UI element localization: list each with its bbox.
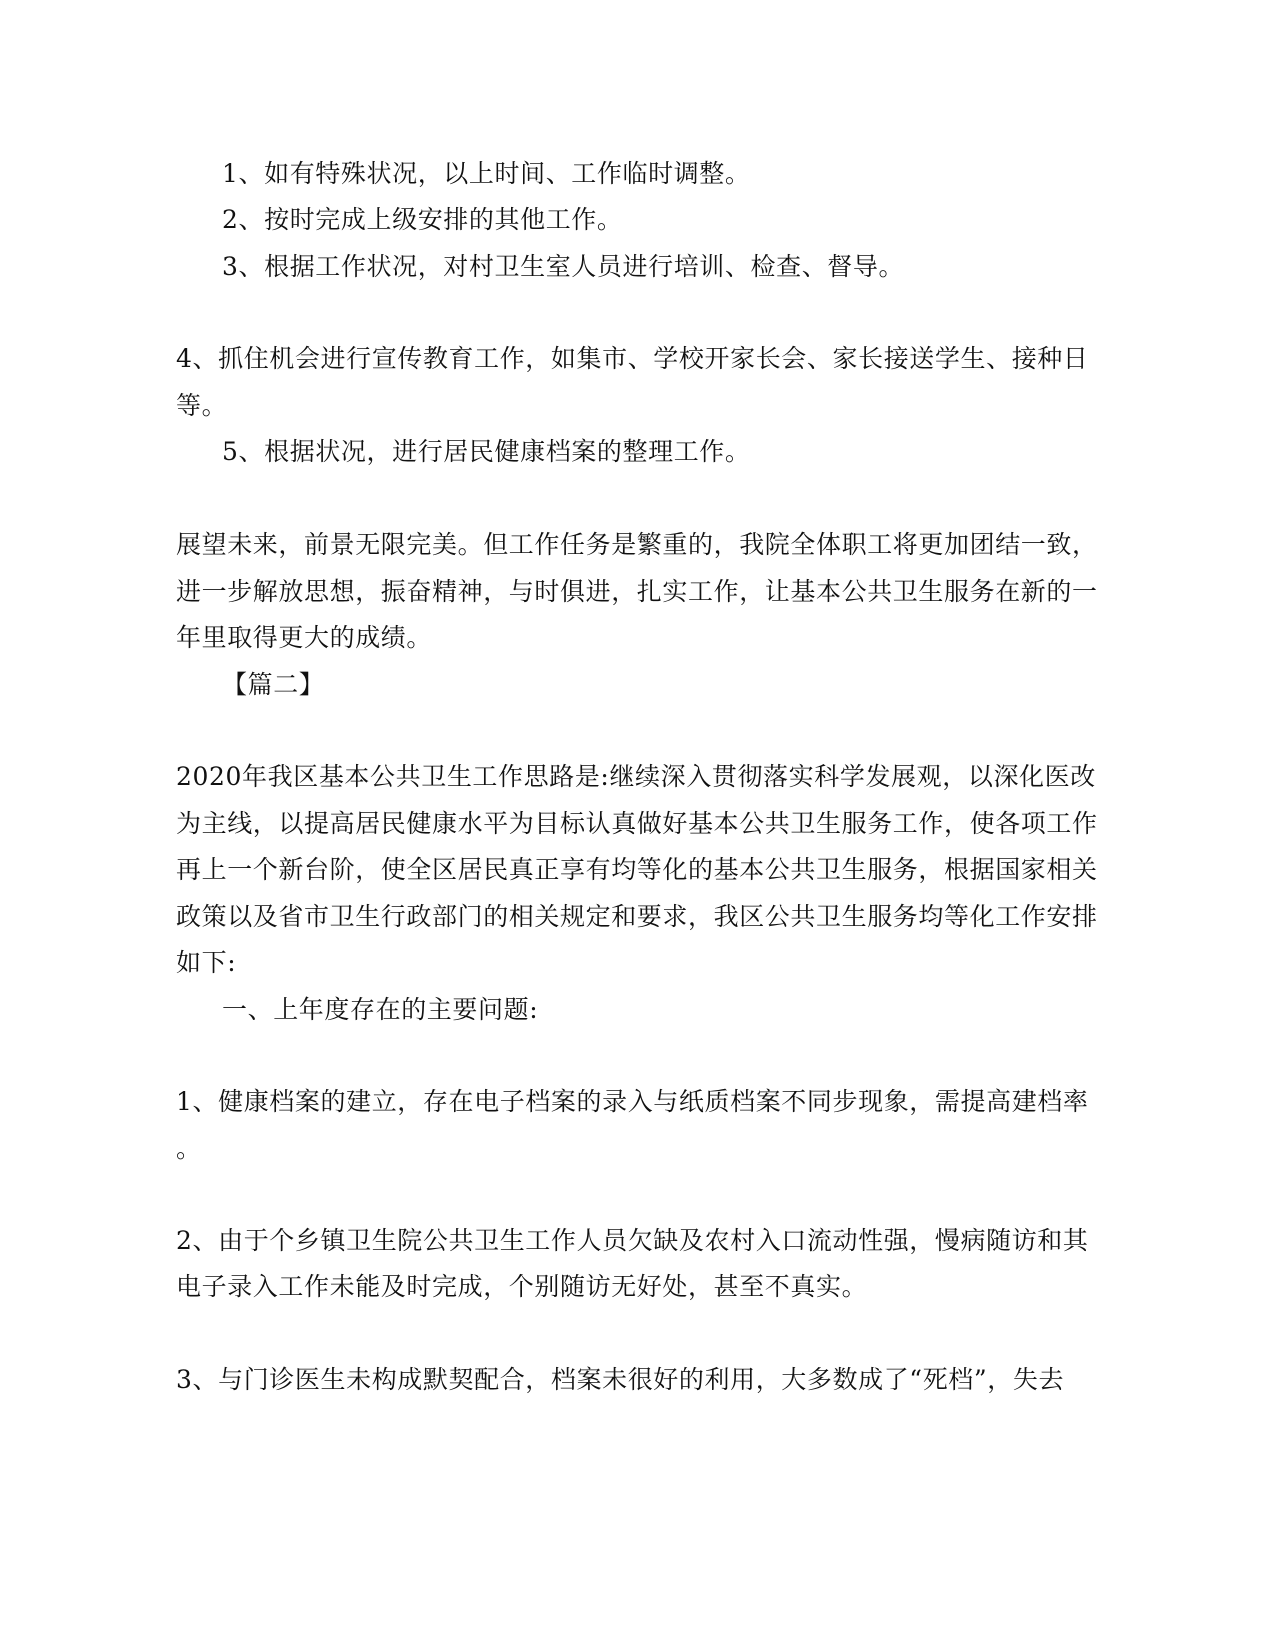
subheading: 一、上年度存在的主要问题:	[222, 995, 539, 1024]
section-heading: 【篇二】	[222, 670, 325, 699]
outlook-paragraph-line-2: 进一步解放思想，振奋精神，与时俱进，扎实工作，让基本公共卫生服务在新的一	[176, 577, 1098, 606]
intro-paragraph-line-3: 再上一个新台阶，使全区居民真正享有均等化的基本公共卫生服务，根据国家相关	[176, 855, 1098, 884]
list-item-1: 1、如有特殊状况，以上时间、工作临时调整。	[222, 159, 751, 188]
list-item-2: 2、按时完成上级安排的其他工作。	[222, 205, 623, 234]
problem-2-line-1: 2、由于个乡镇卫生院公共卫生工作人员欠缺及农村入口流动性强，慢病随访和其	[176, 1226, 1089, 1255]
problem-3-line-1: 3、与门诊医生未构成默契配合，档案未很好的利用，大多数成了“死档”，失去	[176, 1365, 1065, 1394]
list-item-5: 5、根据状况，进行居民健康档案的整理工作。	[222, 437, 751, 466]
problem-2-line-2: 电子录入工作未能及时完成，个别随访无好处，甚至不真实。	[176, 1272, 868, 1301]
problem-1-line-2: 。	[176, 1134, 202, 1163]
list-item-3: 3、根据工作状况，对村卫生室人员进行培训、检查、督导。	[222, 252, 905, 281]
intro-paragraph-line-1: 2020年我区基本公共卫生工作思路是:继续深入贯彻落实科学发展观，以深化医改	[176, 762, 1096, 791]
intro-paragraph-line-2: 为主线，以提高居民健康水平为目标认真做好基本公共卫生服务工作，使各项工作	[176, 809, 1098, 838]
outlook-paragraph-line-1: 展望未来，前景无限完美。但工作任务是繁重的，我院全体职工将更加团结一致，	[176, 530, 1098, 559]
problem-1-line-1: 1、健康档案的建立，存在电子档案的录入与纸质档案不同步现象，需提高建档率	[176, 1087, 1089, 1116]
intro-paragraph-line-5: 如下:	[176, 948, 237, 977]
list-item-4-line-1: 4、抓住机会进行宣传教育工作，如集市、学校开家长会、家长接送学生、接种日	[176, 344, 1089, 373]
list-item-4-line-2: 等。	[176, 391, 228, 420]
intro-paragraph-line-4: 政策以及省市卫生行政部门的相关规定和要求，我区公共卫生服务均等化工作安排	[176, 902, 1098, 931]
outlook-paragraph-line-3: 年里取得更大的成绩。	[176, 623, 433, 652]
